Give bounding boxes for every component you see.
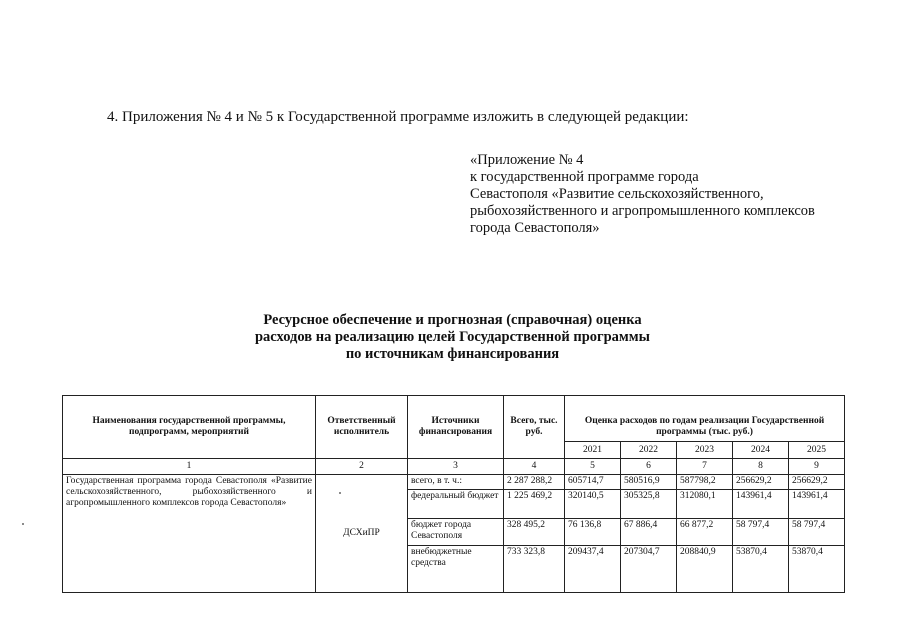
column-number: 9 [789,459,845,475]
year-value-cell: 605714,7 [565,475,621,490]
header-sources: Источники финансирования [408,396,504,459]
header-year: 2021 [565,442,621,459]
title-line: расходов на реализацию целей Государственной программы [254,329,651,345]
header-year: 2025 [789,442,845,459]
appendix-note [470,152,890,237]
source-cell: всего, в т. ч.: [408,475,504,490]
year-value-cell: 58 797,4 [733,519,789,546]
year-value-cell: 207304,7 [621,546,677,593]
table-row [63,475,845,490]
scan-speck [339,492,341,494]
source-cell: бюджет города Севастополя [408,519,504,546]
year-value-cell: 143961,4 [733,490,789,519]
year-value-cell: 58 797,4 [789,519,845,546]
column-number: 8 [733,459,789,475]
program-name-cell: Государственная программа города Севастополя «Развитие сельскохозяйственного, рыбохозяйственного и агропромышленного комплексов города Севастополя» [63,475,316,593]
source-cell: федеральный бюджет [408,490,504,519]
header-executor: Ответственный исполнитель [316,396,408,459]
total-cell: 1 225 469,2 [504,490,565,519]
intro-paragraph: 4. Приложения № 4 и № 5 к Государственной программе изложить в следующей редакции: [107,109,689,125]
scan-speck [22,523,24,525]
header-estimate: Оценка расходов по годам реализации Государственной программы (тыс. руб.) [565,396,845,442]
year-value-cell: 320140,5 [565,490,621,519]
header-year: 2022 [621,442,677,459]
year-value-cell: 580516,9 [621,475,677,490]
year-value-cell: 256629,2 [733,475,789,490]
year-value-cell: 53870,4 [789,546,845,593]
year-value-cell: 312080,1 [677,490,733,519]
year-value-cell: 256629,2 [789,475,845,490]
header-year: 2023 [677,442,733,459]
column-number: 2 [316,459,408,475]
year-value-cell: 67 886,4 [621,519,677,546]
appendix-line: рыбохозяйственного и агропромышленного комплексов [470,203,815,219]
year-value-cell: 587798,2 [677,475,733,490]
column-number: 3 [408,459,504,475]
column-number: 5 [565,459,621,475]
total-cell: 2 287 288,2 [504,475,565,490]
year-value-cell: 143961,4 [789,490,845,519]
year-value-cell: 66 877,2 [677,519,733,546]
document-title [150,312,755,363]
source-cell: внебюджетные средства [408,546,504,593]
header-year: 2024 [733,442,789,459]
total-cell: 733 323,8 [504,546,565,593]
header-name: Наименования государственной программы, подпрограмм, мероприятий [63,396,316,459]
appendix-line: «Приложение № 4 [470,152,584,168]
appendix-line: к государственной программе города [470,169,699,185]
total-cell: 328 495,2 [504,519,565,546]
year-value-cell: 53870,4 [733,546,789,593]
column-number: 4 [504,459,565,475]
year-value-cell: 305325,8 [621,490,677,519]
year-value-cell: 209437,4 [565,546,621,593]
resource-table [62,395,845,593]
header-total: Всего, тыс. руб. [504,396,565,459]
column-number: 6 [621,459,677,475]
column-number: 1 [63,459,316,475]
year-value-cell: 76 136,8 [565,519,621,546]
column-number: 7 [677,459,733,475]
executor-cell: ДСХиПР [316,475,408,593]
year-value-cell: 208840,9 [677,546,733,593]
title-line: по источникам финансирования [345,346,560,362]
title-line: Ресурсное обеспечение и прогнозная (справочная) оценка [263,312,642,328]
appendix-line: города Севастополя» [470,220,600,236]
appendix-line: Севастополя «Развитие сельскохозяйственного, [470,186,764,202]
